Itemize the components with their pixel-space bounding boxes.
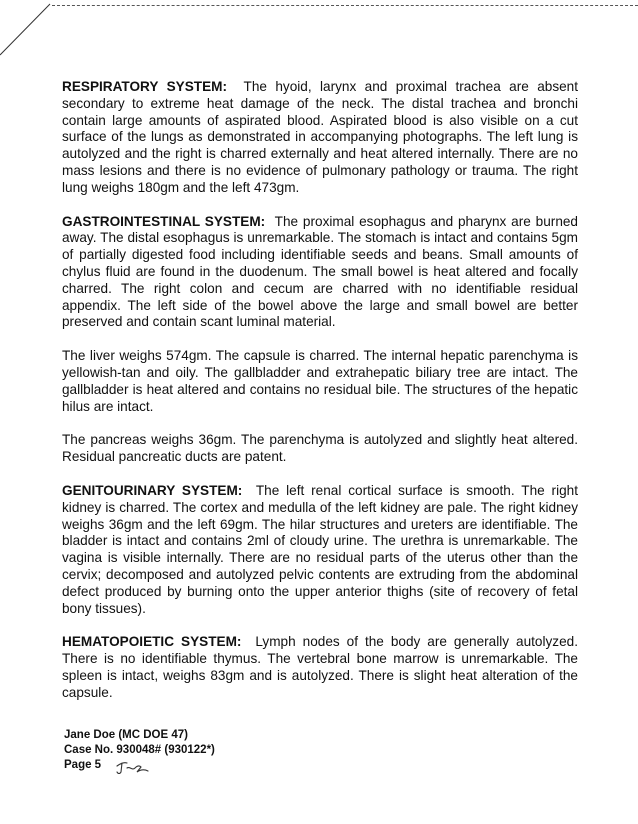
report-body — [62, 79, 578, 719]
section-text: The left renal cortical surface is smooth. The right kidney is charred. The cortex and medulla of the left kidney are pale. The right kidney weighs 36gm and the left 69gm. The hilar structures and ureters are identifiable. The bladder is intact and contains 2ml of cloudy urine. The urethra is unremarkable. The vagina is visible internally. There are no residual parts of the uterus other than the cervix; decomposed and autolyzed pelvic contents are extruding from the abdominal defect produced by burning onto the upper anterior thighs (site of recovery of fetal bony tissues). — [62, 482, 579, 616]
section-heading: GENITOURINARY SYSTEM: — [62, 482, 243, 498]
liver-paragraph — [62, 348, 578, 415]
section-text: The proximal esophagus and pharynx are burned away. The distal esophagus is unremarkable. The stomach is intact and contains 5gm of partially digested food including identifiable seeds and beans. Small amounts of chylus fluid are found in the duodenum. The small bowel is heat altered and focally charred. The right colon and cecum are charred with no identifiable residual appendix. The left side of the bowel above the large and small bowel are better preserved and contain scant luminal material. — [62, 213, 578, 330]
section-text: The hyoid, larynx and proximal trachea are absent secondary to extreme heat damage of the neck. The distal trachea and bronchi contain large amounts of aspirated blood. Aspirated blood is also visible on a cut surface of the lungs as demonstrated in accompanying photographs. The left lung is autolyzed and the right is charred externally and heat altered internally. There are no mass lesions and there is no evidence of pulmonary pathology or trauma. The right lung weighs 180gm and the left 473gm. — [62, 79, 579, 195]
pancreas-paragraph — [62, 432, 578, 466]
respiratory-section — [62, 79, 578, 197]
scan-edge-line — [52, 5, 638, 6]
case-number: Case No. 930048# (930122*) — [64, 744, 215, 756]
hematopoietic-section — [62, 634, 578, 701]
scan-corner-mark — [0, 0, 60, 60]
genitourinary-section — [62, 483, 578, 617]
section-heading: HEMATOPOIETIC SYSTEM: — [62, 634, 242, 650]
page-number: Page 5 — [64, 759, 102, 771]
section-text: The pancreas weighs 36gm. The parenchyma is autolyzed and slightly heat altered. Residual pancreatic ducts are patent. — [62, 432, 578, 465]
handwritten-initials — [115, 759, 155, 777]
gastrointestinal-section — [62, 214, 578, 332]
subject-name: Jane Doe (MC DOE 47) — [64, 729, 188, 741]
section-heading: RESPIRATORY SYSTEM: — [62, 79, 227, 94]
section-text: Lymph nodes of the body are generally autolyzed. There is no identifiable thymus. The vertebral bone marrow is unremarkable. The spleen is intact, weighs 83gm and is autolyzed. There is slight heat alteration of the capsule. — [62, 634, 578, 700]
section-text: The liver weighs 574gm. The capsule is charred. The internal hepatic parenchyma is yellowish-tan and oily. The gallbladder and extrahepatic biliary tree are intact. The gallbladder is heat altered and contains no residual bile. The structures of the hepatic hilus are intact. — [62, 348, 578, 414]
section-heading: GASTROINTESTINAL SYSTEM: — [62, 213, 266, 229]
